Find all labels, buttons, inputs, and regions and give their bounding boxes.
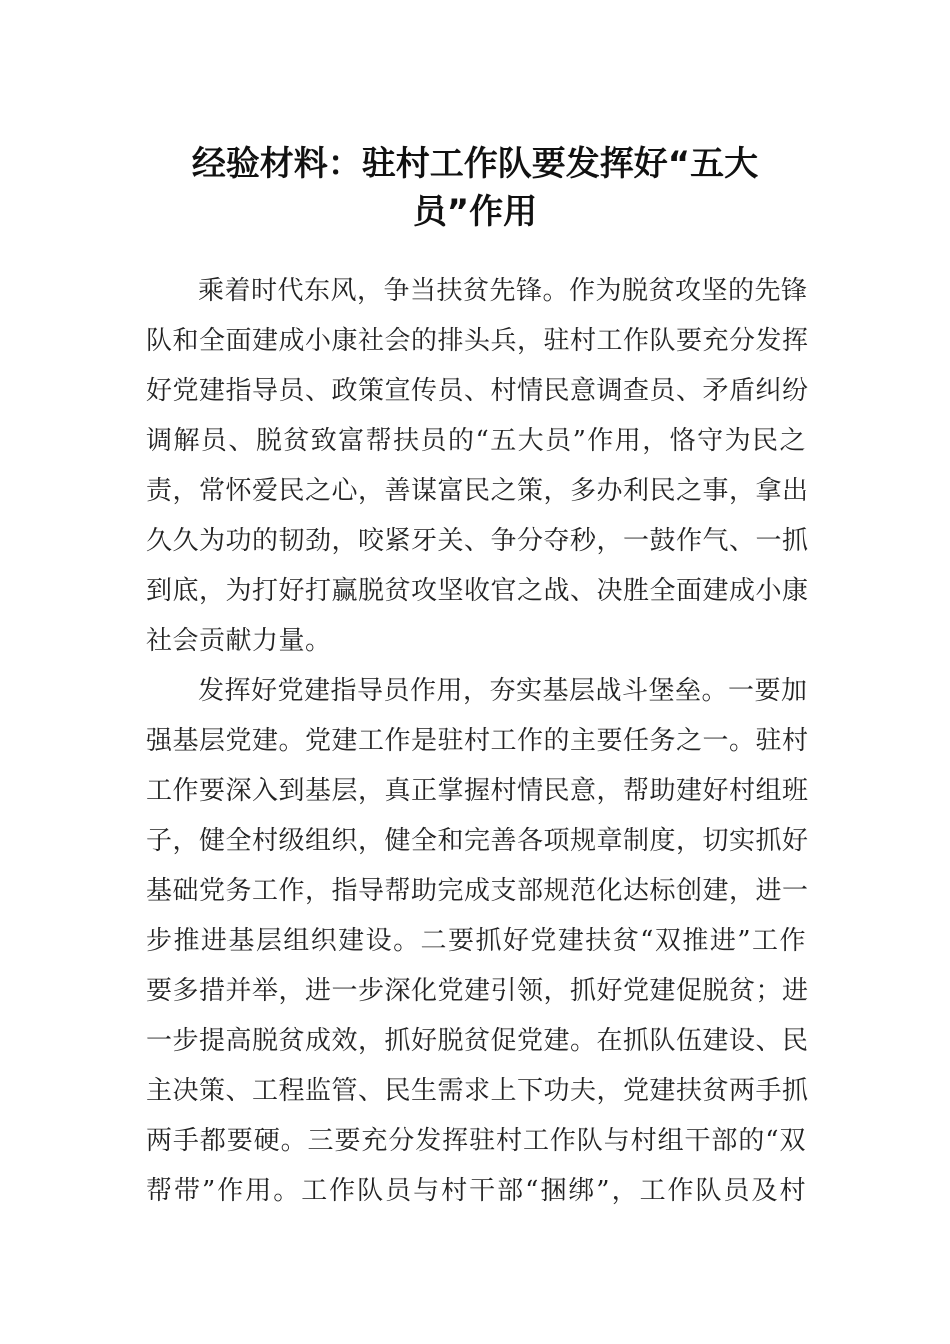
paragraph-line: 步推进基层组织建设。二要抓好党建扶贫“双推进”工作: [146, 926, 806, 956]
document-body: [146, 266, 809, 1216]
paragraph-line: 子，健全村级组织，健全和完善各项规章制度，切实抓好: [146, 826, 809, 856]
document-title: [140, 140, 810, 236]
title-line-2: 员”作用: [412, 192, 538, 232]
paragraph-1: [146, 266, 809, 666]
paragraph-line: 一步提高脱贫成效，抓好脱贫促党建。在抓队伍建设、民: [146, 1026, 809, 1056]
paragraph-line: 乘着时代东风，争当扶贫先锋。作为脱贫攻坚的先锋: [198, 276, 808, 306]
paragraph-line: 两手都要硬。三要充分发挥驻村工作队与村组干部的“双: [146, 1126, 806, 1156]
title-line-1: 经验材料：驻村工作队要发挥好“五大: [191, 144, 759, 184]
paragraph-line: 发挥好党建指导员作用，夯实基层战斗堡垒。一要加: [198, 676, 808, 706]
paragraph-line: 社会贡献力量。: [146, 626, 332, 656]
paragraph-line: 基础党务工作，指导帮助完成支部规范化达标创建，进一: [146, 876, 809, 906]
paragraph-line: 要多措并举，进一步深化党建引领，抓好党建促脱贫；进: [146, 976, 809, 1006]
paragraph-line: 久久为功的韧劲，咬紧牙关、争分夺秒，一鼓作气、一抓: [146, 526, 809, 556]
paragraph-line: 到底，为打好打赢脱贫攻坚收官之战、决胜全面建成小康: [146, 576, 809, 606]
paragraph-line: 工作要深入到基层，真正掌握村情民意，帮助建好村组班: [146, 776, 809, 806]
paragraph-line: 帮带”作用。工作队员与村干部“捆绑”，工作队员及村: [146, 1176, 806, 1206]
paragraph-line: 好党建指导员、政策宣传员、村情民意调查员、矛盾纠纷: [146, 376, 809, 406]
paragraph-line: 主决策、工程监管、民生需求上下功夫，党建扶贫两手抓: [146, 1076, 809, 1106]
paragraph-line: 强基层党建。党建工作是驻村工作的主要任务之一。驻村: [146, 726, 809, 756]
paragraph-2: [146, 666, 809, 1216]
paragraph-line: 调解员、脱贫致富帮扶员的“五大员”作用，恪守为民之: [146, 426, 806, 456]
paragraph-line: 队和全面建成小康社会的排头兵，驻村工作队要充分发挥: [146, 326, 809, 356]
paragraph-line: 责，常怀爱民之心，善谋富民之策，多办利民之事，拿出: [146, 476, 809, 506]
